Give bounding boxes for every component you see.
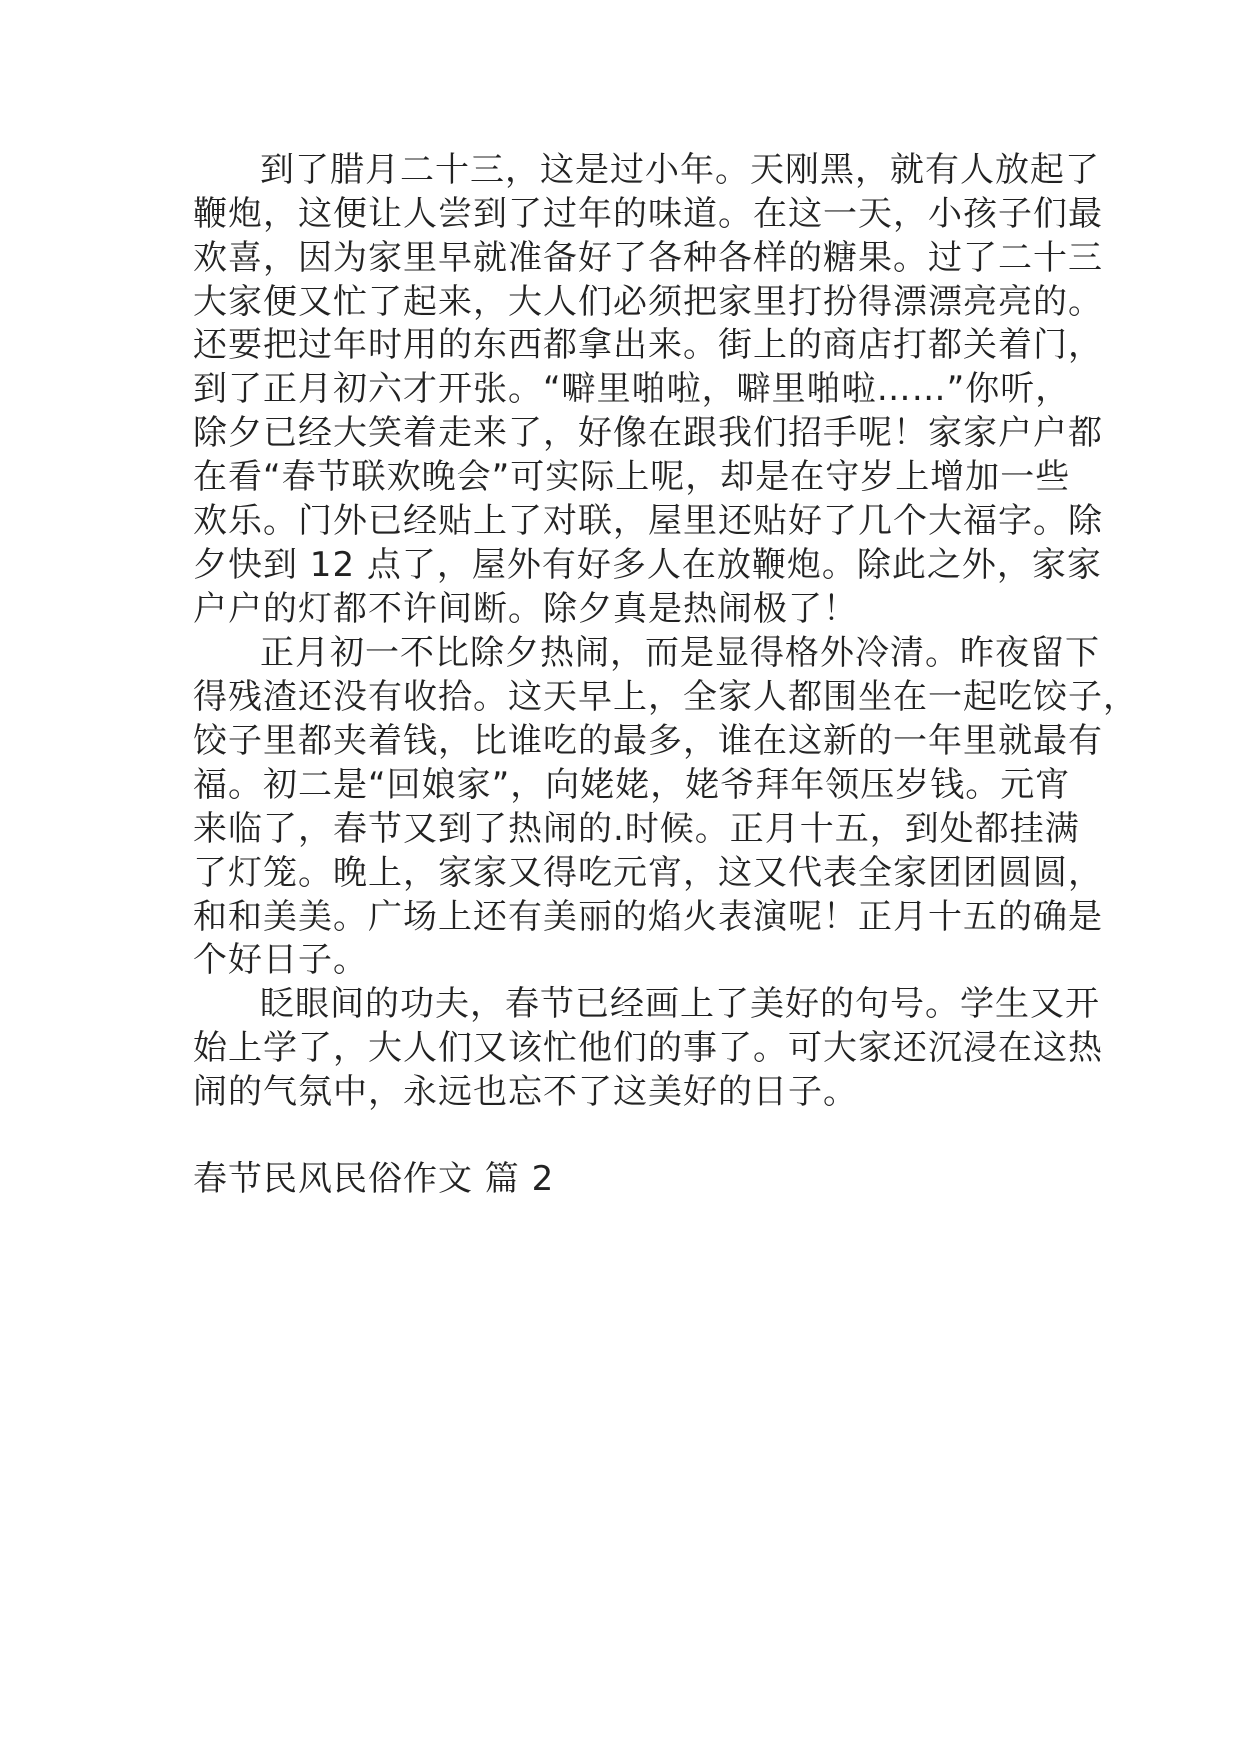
paragraph-1-line-11: 户户的灯都不许间断。除夕真是热闹极了！ (193, 589, 858, 629)
paragraph-2-line-2: 得残渣还没有收拾。这天早上，全家人都围坐在一起吃饺子， (193, 677, 1138, 717)
paragraph-1-line-3: 欢喜，因为家里早就准备好了各种各样的糖果。过了二十三 (193, 238, 1103, 278)
paragraph-1-line-9: 欢乐。门外已经贴上了对联，屋里还贴好了几个大福字。除 (193, 501, 1103, 541)
paragraph-3-line-2: 始上学了，大人们又该忙他们的事了。可大家还沉浸在这热 (193, 1028, 1103, 1068)
paragraph-2-line-5: 来临了，春节又到了热闹的.时候。正月十五，到处都挂满 (193, 809, 1080, 849)
paragraph-1-line-6: 到了正月初六才开张。“噼里啪啦，噼里啪啦……”你听， (193, 369, 1071, 409)
paragraph-1-line-2: 鞭炮，这便让人尝到了过年的味道。在这一天，小孩子们最 (193, 194, 1103, 234)
paragraph-1-line-10: 夕快到 12 点了，屋外有好多人在放鞭炮。除此之外，家家 (193, 545, 1102, 585)
paragraph-2-line-1: 正月初一不比除夕热闹，而是显得格外冷清。昨夜留下 (260, 633, 1100, 673)
paragraph-1-line-5: 还要把过年时用的东西都拿出来。街上的商店打都关着门， (193, 325, 1103, 365)
paragraph-2-line-4: 福。初二是“回娘家”，向姥姥，姥爷拜年领压岁钱。元宵 (193, 765, 1071, 805)
paragraph-1-line-1: 到了腊月二十三，这是过小年。天刚黑，就有人放起了 (260, 150, 1100, 190)
paragraph-1-line-4: 大家便又忙了起来，大人们必须把家里打扮得漂漂亮亮的。 (193, 282, 1103, 322)
paragraph-3-line-3: 闹的气氛中，永远也忘不了这美好的日子。 (193, 1072, 858, 1112)
paragraph-2-line-8: 个好日子。 (193, 940, 368, 980)
paragraph-2-line-7: 和和美美。广场上还有美丽的焰火表演呢！正月十五的确是 (193, 897, 1103, 937)
paragraph-1-line-7: 除夕已经大笑着走来了，好像在跟我们招手呢！家家户户都 (193, 413, 1103, 453)
paragraph-2-line-3: 饺子里都夹着钱，比谁吃的最多，谁在这新的一年里就最有 (193, 721, 1103, 761)
paragraph-3-line-1: 眨眼间的功夫，春节已经画上了美好的句号。学生又开 (260, 984, 1100, 1024)
paragraph-2-line-6: 了灯笼。晚上，家家又得吃元宵，这又代表全家团团圆圆， (193, 853, 1103, 893)
section-heading: 春节民风民俗作文 篇 2 (193, 1159, 555, 1199)
paragraph-1-line-8: 在看“春节联欢晚会”可实际上呢，却是在守岁上增加一些 (193, 457, 1071, 497)
